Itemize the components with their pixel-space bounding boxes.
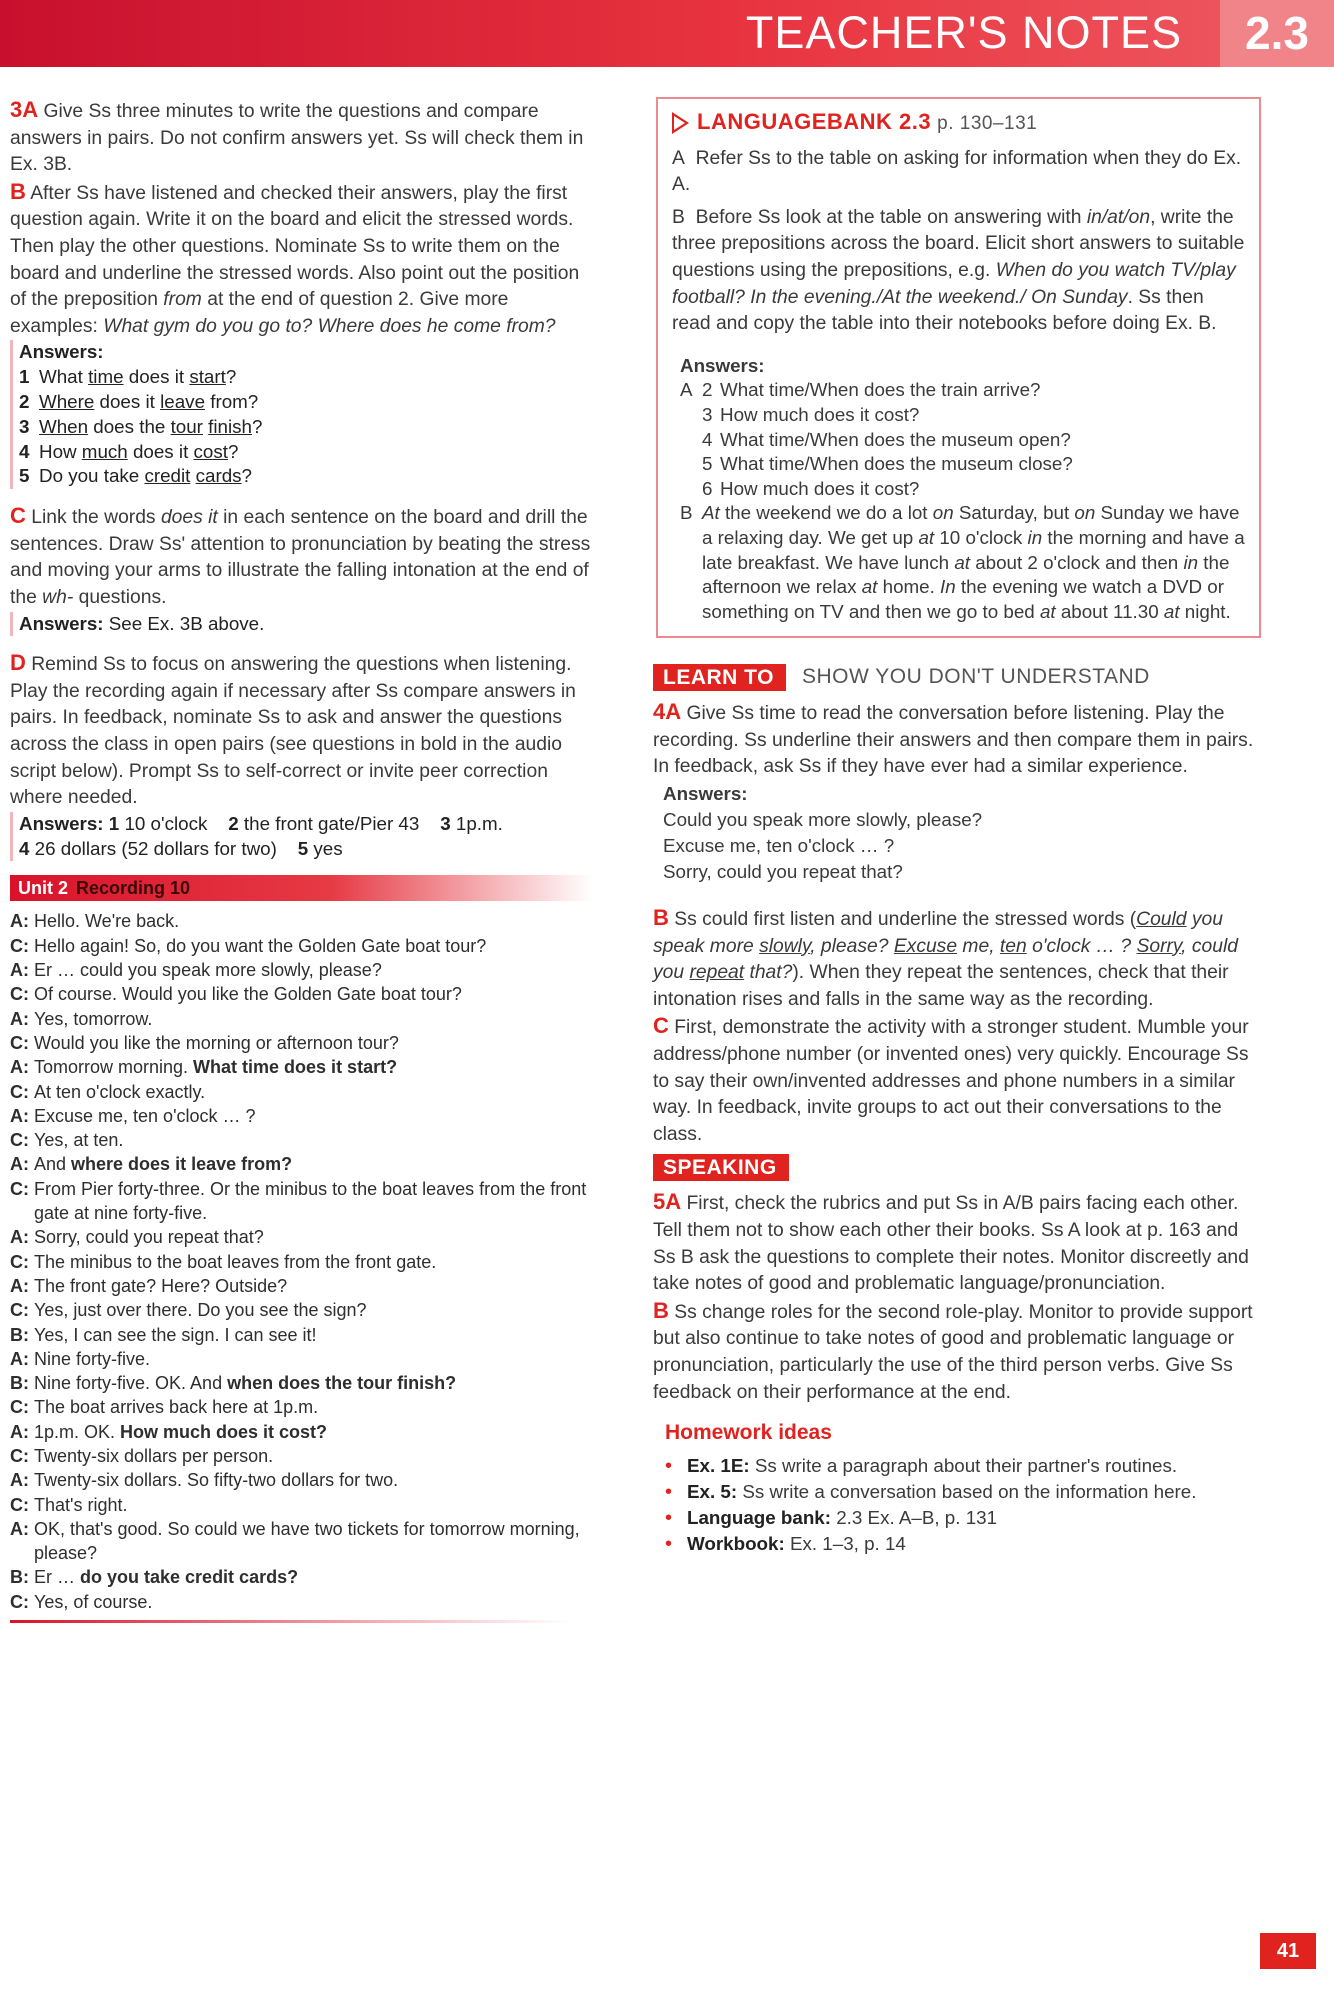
script-text: From Pier forty-three. Or the minibus to the boat leaves from the front gate at nine forty-five. (34, 1178, 587, 1224)
language-bank-a: A Refer Ss to the table on asking for information when they do Ex. A. (672, 147, 1242, 196)
answers-box: Answers: 1 What time does it start? 2 Where does it leave from? 3 When does the tour finish? 4 How much does it cost? 5 Do you take credit cards? (10, 340, 593, 489)
speaker-label: A: (10, 1275, 29, 1296)
script-text: Of course. Would you like the Golden Gate boat tour? (34, 984, 462, 1005)
language-bank-b: B Before Ss look at the table on answering with in/at/on, write the three prepositions across the board. Elicit short answers to suitable questions using the prepositions, e.g. When do you watch TV/play football? In the evening./At the weekend./ On Sunday. Ss then read and copy the table into their notebooks before doing Ex. B. (672, 206, 1245, 335)
answer-number: 1 (19, 366, 30, 388)
script-text: Would you like the morning or afternoon tour? (34, 1032, 399, 1053)
answer-text: What time/When does the train arrive? (720, 379, 1041, 401)
script-text: Sorry, could you repeat that? (34, 1227, 264, 1248)
script-text: Yes, of course. (34, 1591, 153, 1612)
exercise-5a: 5A First, check the rubrics and put Ss in A/B pairs facing each other. Tell them not to show each other their books. Ss A look at p. 163 and Ss B ask the questions to complete their notes. Monitor discreetly and take notes of good and problematic language/pronunciation. (653, 1189, 1249, 1295)
answers-box: Answers: 1 10 o'clock 2 the front gate/Pier 43 3 1p.m. 4 26 dollars (52 dollars for two) 5 yes (10, 812, 593, 862)
script-text: At ten o'clock exactly. (34, 1081, 206, 1102)
script-line (10, 1420, 593, 1444)
answer-label (680, 477, 702, 502)
homework-title: Homework ideas (665, 1421, 832, 1445)
script-text: Er … could you speak more slowly, please? (34, 960, 382, 981)
script-line (10, 1274, 593, 1298)
answer-number: 4 (702, 428, 713, 450)
language-bank-answers: Answers: A 2 What time/When does the train arrive? 3 How much does it cost? 4 What time/When does the museum open? 5 What time/When does the museum close? 6 How much does it cost? B At the weekend we do a lot on Saturday, but on Sunday we have a relaxing day. We get up at 10 o'clock in the morning and have a late breakfast. We have lunch at about 2 o'clock and then in the afternoon we relax at home. In the evening we watch a DVD or something on TV and then we go to bed at about 11.30 at night. (680, 354, 1245, 622)
answer-number: 3 (19, 415, 30, 437)
exercise-label: B (10, 178, 26, 204)
speaker-label: C: (10, 935, 29, 956)
list-item: • Workbook: Ex. 1–3, p. 14 (665, 1531, 1258, 1557)
speaker-label: C: (10, 1032, 29, 1053)
list-item: • Ex. 5: Ss write a conversation based on the information here. (665, 1479, 1258, 1505)
script-line (10, 982, 593, 1006)
answer-text: When does the tour finish? (39, 415, 263, 437)
script-line (10, 1128, 593, 1152)
script-text: Hello. We're back. (34, 911, 180, 932)
script-line (10, 1298, 593, 1322)
speaker-label: A: (10, 1057, 29, 1078)
exercise-label: C (653, 1013, 669, 1039)
answers-box: Answers: See Ex. 3B above. (10, 612, 593, 637)
script-text: 1p.m. OK. How much does it cost? (34, 1421, 328, 1442)
page-header (0, 0, 1334, 67)
answer-label (680, 403, 702, 428)
language-bank-box (656, 97, 1261, 638)
answer-text: How much does it cost? (39, 440, 239, 462)
script-text: Nine forty-five. (34, 1348, 151, 1369)
script-text: Nine forty-five. OK. And when does the tour finish? (34, 1373, 457, 1394)
script-line (10, 1104, 593, 1128)
script-text: Yes, at ten. (34, 1130, 124, 1151)
script-line (10, 1177, 593, 1226)
page-number: 41 (1260, 1933, 1316, 1969)
exercise-label: 3A (10, 97, 39, 122)
script-line (10, 1565, 593, 1589)
speaker-label: C: (10, 1494, 29, 1515)
speaker-label: B: (10, 1373, 29, 1394)
exercise-5b: B Ss change roles for the second role-play. Monitor to provide support but also continue to take notes of good and problematic language or pronunciation, particularly the use of the third person verbs. Give Ss feedback on their performance at the end. (653, 1297, 1253, 1403)
script-text: That's right. (34, 1494, 128, 1515)
speaker-label: A: (10, 1421, 29, 1442)
script-line (10, 1055, 593, 1079)
script-line (10, 958, 593, 982)
answer-text: Do you take credit cards? (39, 465, 252, 487)
script-line (10, 1493, 593, 1517)
exercise-3d: D Remind Ss to focus on answering the questions when listening. Play the recording again if necessary after Ss compare answers in pairs. In feedback, nominate Ss to ask and answer the questions across the class in open pairs (see questions in bold in the audio script below). Prompt Ss to self-correct or invite peer correction where needed. (10, 650, 576, 809)
page-title: TEACHER'S NOTES (745, 7, 1182, 58)
list-item (680, 403, 1245, 428)
script-line (10, 1080, 593, 1104)
speaker-label: A: (10, 960, 29, 981)
speaker-label: C: (10, 1397, 29, 1418)
answer-number: 2 (19, 390, 30, 412)
list-item (19, 390, 593, 415)
script-text: The boat arrives back here at 1p.m. (34, 1397, 319, 1418)
speaker-label: C: (10, 984, 29, 1005)
script-text: OK, that's good. So could we have two tickets for tomorrow morning, please? (34, 1518, 580, 1564)
exercise-label: 5A (653, 1189, 682, 1215)
answer-label (680, 452, 702, 477)
answer-label: A (680, 379, 693, 401)
script-line (10, 1347, 593, 1371)
script-text: Twenty-six dollars per person. (34, 1445, 274, 1466)
section-number: 2.3 (1220, 0, 1334, 67)
speaker-label: A: (10, 1105, 29, 1126)
exercise-4a: 4A Give Ss time to read the conversation before listening. Play the recording. Ss underline their answers and then compare them in pairs. In feedback, ask Ss if they have ever had a similar experience. (653, 699, 1254, 778)
speaker-label: A: (10, 1154, 29, 1175)
answer-number: 4 (19, 440, 30, 462)
speaker-label: B: (10, 1567, 29, 1588)
list-item (19, 464, 593, 489)
script-text: Hello again! So, do you want the Golden Gate boat tour? (34, 935, 487, 956)
answer-text: How much does it cost? (720, 403, 920, 425)
answer-number: 6 (702, 477, 713, 499)
script-line (10, 1031, 593, 1055)
list-item (680, 378, 1245, 403)
script-text: Yes, just over there. Do you see the sign? (34, 1300, 367, 1321)
answer-text: What time/When does the museum open? (720, 428, 1071, 450)
exercise-3a: 3A Give Ss three minutes to write the questions and compare answers in pairs. Do not confirm answers yet. Ss will check them in Ex. 3B. (10, 97, 584, 176)
script-text: Twenty-six dollars. So fifty-two dollars for two. (34, 1470, 399, 1491)
script-text: Yes, I can see the sign. I can see it! (34, 1324, 317, 1345)
exercise-4c: C First, demonstrate the activity with a stronger student. Mumble your address/phone number (or invented ones) very quickly. Encourage Ss to say their own/invented addresses and phone numbers in a similar way. In feedback, invite groups to act out their conversations to the class. (653, 1013, 1249, 1145)
exercise-label: C (10, 503, 26, 529)
answers-list (19, 365, 593, 489)
answer-number: 5 (702, 453, 713, 475)
speaker-label: A: (10, 1227, 29, 1248)
speaker-label: A: (10, 911, 29, 932)
list-item: • Language bank: 2.3 Ex. A–B, p. 131 (665, 1505, 1258, 1531)
exercise-3c: C Link the words does it in each sentence on the board and drill the sentences. Draw Ss' attention to pronunciation by beating the stress and moving your arms to illustrate the falling intonation at the end of the wh- questions. (10, 503, 591, 608)
exercise-label: B (653, 905, 669, 931)
script-line (10, 1590, 593, 1614)
answer-number: 3 (702, 403, 713, 425)
script-line (10, 1395, 593, 1419)
exercise-3b: B After Ss have listened and checked their answers, play the first question again. Write it on the board and elicit the stressed words. Then play the other questions. Nominate Ss to write them on the board and underline the stressed words. Also point out the position of the preposition from at the end of question 2. Give more examples: What gym do you go to? Where does he come from? (10, 178, 580, 337)
speaker-label: C: (10, 1445, 29, 1466)
exercise-label: D (10, 650, 26, 676)
script-line (10, 934, 593, 958)
list-item (680, 428, 1245, 453)
list-item (680, 452, 1245, 477)
speaker-label: A: (10, 1348, 29, 1369)
answer-text: What time does it start? (39, 366, 237, 388)
answer-text: What time/When does the museum close? (720, 453, 1073, 475)
script-text: Er … do you take credit cards? (34, 1567, 299, 1588)
list-item (19, 365, 593, 390)
script-text: Excuse me, ten o'clock … ? (34, 1105, 256, 1126)
answer-text: Where does it leave from? (39, 390, 259, 412)
list-item (680, 477, 1245, 502)
answer-text: How much does it cost? (720, 477, 920, 499)
script-line (10, 1444, 593, 1468)
speaker-label: C: (10, 1081, 29, 1102)
script-line (10, 1371, 593, 1395)
speaker-label: B: (10, 1324, 29, 1345)
list-item (19, 440, 593, 465)
script-line (10, 909, 593, 933)
list-item: • Ex. 1E: Ss write a paragraph about their partner's routines. (665, 1453, 1258, 1479)
answers-box: Answers: Could you speak more slowly, please? Excuse me, ten o'clock … ? Sorry, could you repeat that? (663, 783, 983, 883)
script-text: Yes, tomorrow. (34, 1008, 153, 1029)
audio-script (10, 909, 593, 1614)
play-arrow-icon (672, 112, 689, 134)
answer-number: 2 (702, 379, 713, 401)
script-line (10, 1250, 593, 1274)
script-line (10, 1152, 593, 1176)
speaker-label: C: (10, 1130, 29, 1151)
script-line (10, 1323, 593, 1347)
list-item (19, 415, 593, 440)
speaker-label: A: (10, 1470, 29, 1491)
exercise-4b: B Ss could first listen and underline the stressed words (Could you speak more slowly, please? Excuse me, ten o'clock … ? Sorry, could you repeat that?). When they repeat the sentences, check that their intonation rises and falls in the same way as the recording. (653, 905, 1238, 1010)
speaker-label: C: (10, 1591, 29, 1612)
script-line (10, 1007, 593, 1031)
speaker-label: A: (10, 1008, 29, 1029)
script-text: The minibus to the boat leaves from the front gate. (34, 1251, 437, 1272)
script-line (10, 1468, 593, 1492)
left-column (10, 97, 593, 1623)
right-column (653, 97, 1258, 1557)
script-line (10, 1517, 593, 1566)
script-text: The front gate? Here? Outside? (34, 1275, 288, 1296)
exercise-label: 4A (653, 699, 682, 725)
script-line (10, 1225, 593, 1249)
speaker-label: C: (10, 1178, 29, 1199)
learn-to-header: LEARN TO SHOW YOU DON'T UNDERSTAND (653, 664, 1258, 691)
exercise-label: B (653, 1297, 669, 1323)
divider (10, 1620, 570, 1623)
script-text: And where does it leave from? (34, 1154, 293, 1175)
script-text: Tomorrow morning. What time does it start? (34, 1057, 398, 1078)
language-bank-title: LANGUAGEBANK 2.3 p. 130–131 (672, 109, 1245, 138)
speaker-label: C: (10, 1251, 29, 1272)
speaking-header: SPEAKING (653, 1154, 1258, 1181)
recording-header: Unit 2 Recording 10 (10, 875, 593, 901)
speaker-label: C: (10, 1300, 29, 1321)
answer-label (680, 428, 702, 453)
answer-number: 5 (19, 465, 30, 487)
homework-list (665, 1453, 1258, 1557)
speaker-label: A: (10, 1518, 29, 1539)
